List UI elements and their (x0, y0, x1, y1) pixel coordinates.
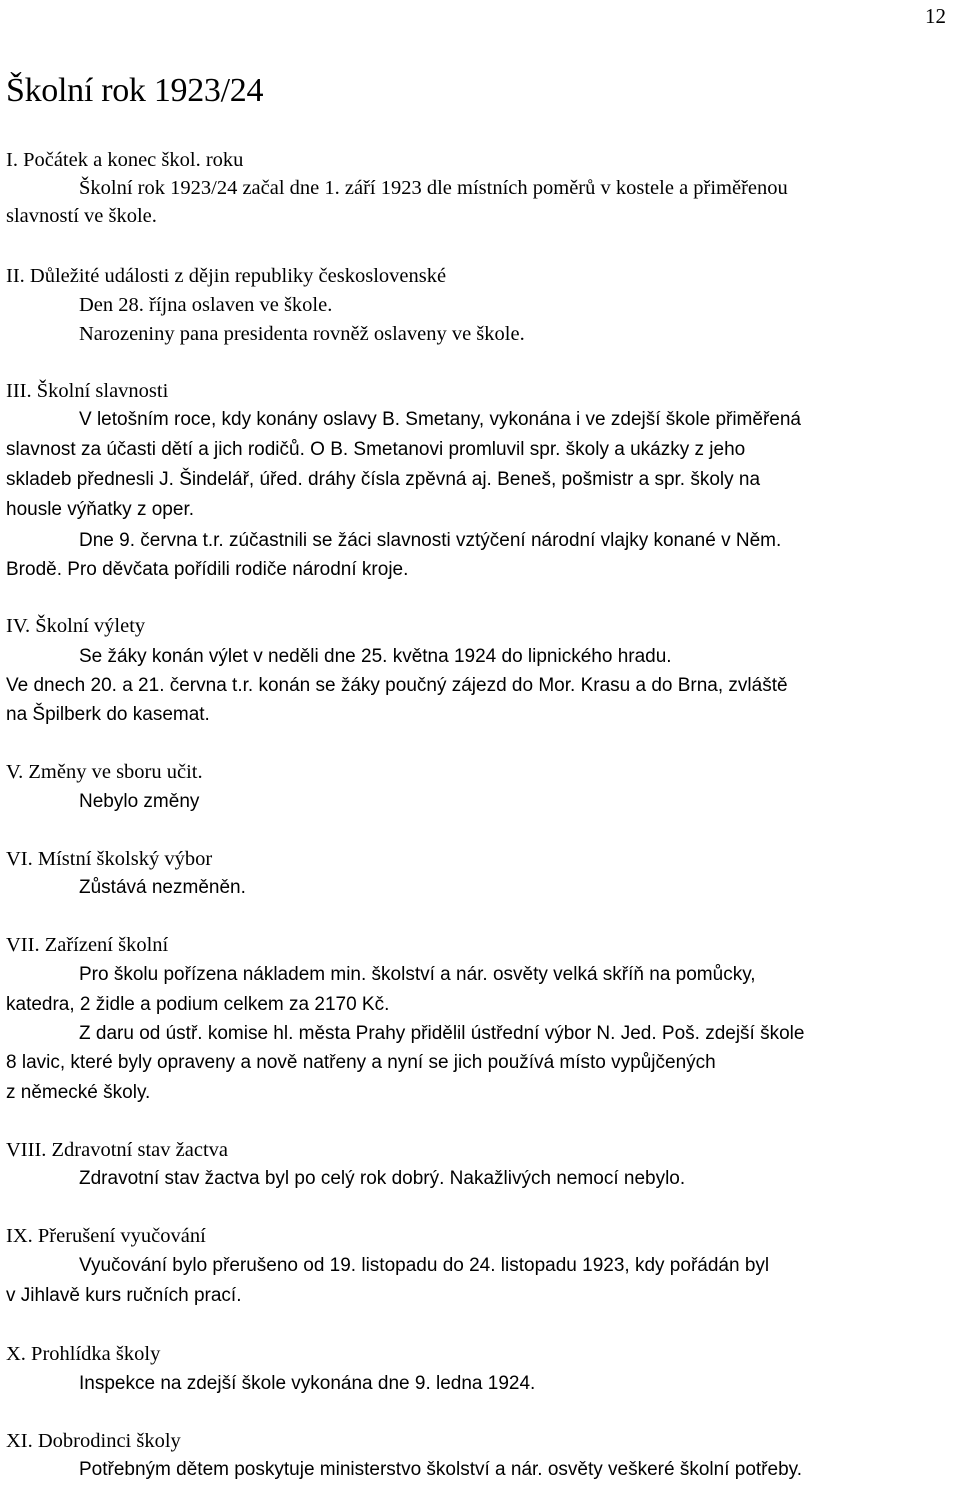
section-2-line-1: Den 28. října oslaven ve škole. (79, 294, 333, 316)
section-heading-5: V. Změny ve sboru učit. (6, 761, 203, 783)
section-2-line-2: Narozeniny pana presidenta rovněž oslaveny ve škole. (79, 323, 525, 345)
section-9-line-2: v Jihlavě kurs ručních prací. (6, 1285, 242, 1306)
section-6-line-1: Zůstává nezměněn. (79, 877, 246, 898)
section-9-line-1: Vyučování bylo přerušeno od 19. listopadu do 24. listopadu 1923, kdy pořádán byl (79, 1255, 770, 1276)
section-heading-2: II. Důležité události z dějin republiky československé (6, 265, 447, 287)
section-heading-1: I. Počátek a konec škol. roku (6, 149, 244, 171)
section-heading-8: VIII. Zdravotní stav žactva (6, 1139, 228, 1161)
section-3-line-2: slavnost za účasti dětí a jich rodičů. O B. Smetanovi promluvil spr. školy a ukázky z jeho (6, 439, 746, 460)
section-heading-9: IX. Přerušení vyučování (6, 1225, 206, 1247)
section-4-line-3: na Špilberk do kasemat. (6, 704, 210, 725)
section-7-line-1: Pro školu pořízena nákladem min. školství a nár. osvěty velká skříň na pomůcky, (79, 964, 756, 985)
section-7-line-2: katedra, 2 židle a podium celkem za 2170 Kč. (6, 994, 390, 1015)
section-11-line-1: Potřebným dětem poskytuje ministerstvo školství a nár. osvěty veškeré školní potřeby. (79, 1459, 803, 1480)
section-7-line-5: z německé školy. (6, 1082, 151, 1103)
section-3-line-5: Dne 9. června t.r. zúčastnili se žáci slavnosti vztýčení národní vlajky konané v Něm. (79, 530, 782, 551)
section-7-line-4: 8 lavic, které byly opraveny a nově natřeny a nyní se jich používá místo vypůjčených (6, 1052, 716, 1073)
section-4-line-1: Se žáky konán výlet v neděli dne 25. května 1924 do lipnického hradu. (79, 646, 672, 667)
page-title: Školní rok 1923/24 (6, 72, 264, 109)
section-4-line-2: Ve dnech 20. a 21. června t.r. konán se žáky poučný zájezd do Mor. Krasu a do Brna, zvláště (6, 675, 788, 696)
section-heading-11: XI. Dobrodinci školy (6, 1430, 181, 1452)
section-7-line-3: Z daru od ústř. komise hl. města Prahy přidělil ústřední výbor N. Jed. Poš. zdejší škole (79, 1023, 805, 1044)
section-8-line-1: Zdravotní stav žactva byl po celý rok dobrý. Nakažlivých nemocí nebylo. (79, 1168, 686, 1189)
page-number: 12 (925, 4, 946, 28)
section-1-line-1: Školní rok 1923/24 začal dne 1. září 1923 dle místních poměrů v kostele a přiměřenou (79, 177, 788, 199)
section-3-line-4: housle výňatky z oper. (6, 499, 194, 520)
section-3-line-3: skladeb přednesli J. Šindelář, úřed. dráhy čísla zpěvná aj. Beneš, pošmistr a spr. školy na (6, 469, 761, 490)
section-1-line-2: slavností ve škole. (6, 205, 157, 227)
section-heading-7: VII. Zařízení školní (6, 934, 169, 956)
section-5-line-1: Nebylo změny (79, 791, 200, 812)
section-heading-4: IV. Školní výlety (6, 615, 146, 637)
section-3-line-6: Brodě. Pro děvčata pořídili rodiče národní kroje. (6, 559, 409, 580)
section-heading-10: X. Prohlídka školy (6, 1343, 161, 1365)
section-10-line-1: Inspekce na zdejší škole vykonána dne 9. ledna 1924. (79, 1373, 536, 1394)
section-heading-6: VI. Místní školský výbor (6, 848, 213, 870)
section-3-line-1: V letošním roce, kdy konány oslavy B. Smetany, vykonána i ve zdejší škole přiměřená (79, 409, 801, 430)
section-heading-3: III. Školní slavnosti (6, 380, 169, 402)
